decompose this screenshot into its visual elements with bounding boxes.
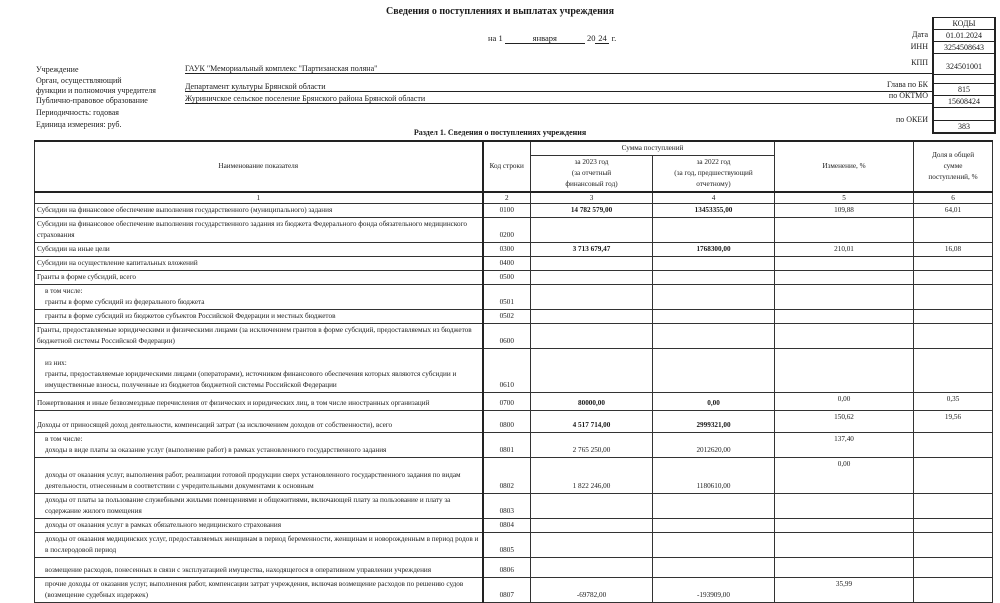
row-name-text: прочие доходы от оказания услуг, выполнения работ, компенсации затрат учреждения, включая возмещение расходов по решению судов (возмещение судебных издержек) bbox=[45, 580, 464, 599]
row-current-year bbox=[531, 218, 653, 243]
table-row bbox=[35, 310, 993, 324]
institution-label: Учреждение bbox=[36, 65, 79, 74]
row-name bbox=[35, 285, 483, 310]
header-current-line-3: финансовый год) bbox=[565, 180, 618, 188]
table-row bbox=[35, 243, 993, 257]
row-current-year bbox=[531, 257, 653, 271]
row-change: 109,88 bbox=[775, 204, 914, 218]
founder-label-line-2: функции и полномочия учредителя bbox=[36, 86, 156, 95]
row-name bbox=[35, 271, 483, 285]
row-change: 0,00 bbox=[775, 393, 914, 411]
row-share: 0,35 bbox=[914, 393, 993, 411]
row-name bbox=[35, 310, 483, 324]
row-share: 19,56 bbox=[914, 411, 993, 433]
table-row bbox=[35, 285, 993, 310]
row-share bbox=[914, 519, 993, 533]
row-change bbox=[775, 519, 914, 533]
row-share bbox=[914, 310, 993, 324]
row-current-year bbox=[531, 519, 653, 533]
row-current-year: 2 765 250,00 bbox=[531, 433, 653, 458]
okei-label: по ОКЕИ bbox=[895, 115, 928, 124]
header-previous-line-1: за 2022 год bbox=[696, 158, 731, 166]
table-row bbox=[35, 271, 993, 285]
row-share bbox=[914, 458, 993, 494]
date-prefix: на 1 bbox=[488, 33, 503, 43]
header-current-line-2: (за отчетный bbox=[571, 169, 612, 177]
row-share bbox=[914, 494, 993, 519]
header-current-line-1: за 2023 год bbox=[574, 158, 609, 166]
founder-label bbox=[36, 76, 156, 96]
row-code: 0804 bbox=[483, 519, 531, 533]
row-current-year bbox=[531, 533, 653, 558]
row-change: 0,00 bbox=[775, 458, 914, 494]
row-name-text: доходы в виде платы за оказание услуг (выполнение работ) в рамках установленного государственного задания bbox=[45, 446, 387, 454]
row-current-year: 3 713 679,47 bbox=[531, 243, 653, 257]
codes-spacer-2 bbox=[934, 108, 994, 121]
row-name bbox=[35, 578, 483, 603]
row-code: 0610 bbox=[483, 349, 531, 393]
row-previous-year: 13453355,00 bbox=[653, 204, 775, 218]
row-current-year bbox=[531, 349, 653, 393]
row-change: 137,40 bbox=[775, 433, 914, 458]
row-current-year: 80000,00 bbox=[531, 393, 653, 411]
row-name-text: Гранты в форме субсидий, всего bbox=[37, 273, 136, 281]
row-share bbox=[914, 533, 993, 558]
row-change bbox=[775, 285, 914, 310]
row-name bbox=[35, 433, 483, 458]
row-code: 0802 bbox=[483, 458, 531, 494]
column-number-3: 3 bbox=[531, 192, 653, 204]
header-name: Наименование показателя bbox=[35, 141, 483, 192]
row-name-text: Субсидии на осуществление капитальных вложений bbox=[37, 259, 198, 267]
row-share bbox=[914, 324, 993, 349]
row-name bbox=[35, 519, 483, 533]
row-share bbox=[914, 578, 993, 603]
public-entity-label: Публично-правовое образование bbox=[36, 96, 148, 105]
glava-label: Глава по БК bbox=[887, 80, 928, 89]
row-name-prefix: в том числе: bbox=[45, 287, 83, 295]
header-current-year bbox=[531, 156, 653, 193]
header-previous-year bbox=[653, 156, 775, 193]
row-previous-year bbox=[653, 271, 775, 285]
row-previous-year bbox=[653, 533, 775, 558]
row-change: 150,62 bbox=[775, 411, 914, 433]
row-change bbox=[775, 271, 914, 285]
row-share bbox=[914, 218, 993, 243]
column-number-row bbox=[35, 192, 993, 204]
row-current-year bbox=[531, 324, 653, 349]
row-current-year bbox=[531, 558, 653, 578]
table-row bbox=[35, 349, 993, 393]
row-share bbox=[914, 285, 993, 310]
row-code: 0800 bbox=[483, 411, 531, 433]
table-row bbox=[35, 533, 993, 558]
public-entity-value: Журиничское сельское поселение Брянского района Брянской области bbox=[185, 94, 932, 104]
row-current-year bbox=[531, 285, 653, 310]
table-row bbox=[35, 558, 993, 578]
header-share-line-2: сумме bbox=[943, 162, 963, 170]
kpp-code: 324501001 bbox=[934, 54, 994, 75]
header-sum-group: Сумма поступлений bbox=[531, 141, 775, 156]
date-year: 24 bbox=[595, 33, 609, 44]
row-share bbox=[914, 257, 993, 271]
row-change bbox=[775, 494, 914, 519]
inn-label: ИНН bbox=[910, 42, 928, 51]
row-previous-year bbox=[653, 324, 775, 349]
row-current-year: 14 782 579,00 bbox=[531, 204, 653, 218]
report-date bbox=[488, 33, 616, 44]
row-name bbox=[35, 533, 483, 558]
row-name-text: Субсидии на финансовое обеспечение выполнения государственного (муниципального) задания bbox=[37, 206, 333, 214]
row-previous-year: -193909,00 bbox=[653, 578, 775, 603]
codes-spacer bbox=[934, 75, 994, 84]
row-code: 0100 bbox=[483, 204, 531, 218]
row-previous-year bbox=[653, 349, 775, 393]
row-name bbox=[35, 218, 483, 243]
section-title: Раздел 1. Сведения о поступлениях учреждения bbox=[413, 128, 587, 137]
header-previous-line-3: отчетному) bbox=[696, 180, 731, 188]
periodicity: Периодичность: годовая bbox=[36, 108, 119, 117]
row-code: 0502 bbox=[483, 310, 531, 324]
table-body bbox=[35, 204, 993, 603]
row-code: 0600 bbox=[483, 324, 531, 349]
row-share: 16,08 bbox=[914, 243, 993, 257]
header-share-line-3: поступлений, % bbox=[928, 173, 978, 181]
institution-value: ГАУК "Мемориальный комплекс "Партизанская поляна" bbox=[185, 64, 932, 74]
row-change bbox=[775, 218, 914, 243]
row-share: 64,01 bbox=[914, 204, 993, 218]
table-row bbox=[35, 204, 993, 218]
header-code: Код строки bbox=[483, 141, 531, 192]
row-name-text: Субсидии на финансовое обеспечение выполнения государственного задания из бюджета Федерального фонда обязательного медицинского страхования bbox=[37, 220, 467, 239]
row-name bbox=[35, 257, 483, 271]
codes-box bbox=[932, 17, 996, 134]
row-previous-year bbox=[653, 558, 775, 578]
row-code: 0806 bbox=[483, 558, 531, 578]
inn-code: 3254508643 bbox=[934, 42, 994, 54]
row-share bbox=[914, 558, 993, 578]
row-name-text: гранты в форме субсидий из бюджетов субъектов Российской Федерации и местных бюджетов bbox=[45, 312, 336, 320]
row-previous-year: 1180610,00 bbox=[653, 458, 775, 494]
row-previous-year bbox=[653, 310, 775, 324]
row-previous-year: 1768300,00 bbox=[653, 243, 775, 257]
table-row bbox=[35, 433, 993, 458]
row-code: 0700 bbox=[483, 393, 531, 411]
document-title: Сведения о поступлениях и выплатах учреждения bbox=[385, 6, 615, 17]
column-number-5: 5 bbox=[775, 192, 914, 204]
column-number-6: 6 bbox=[914, 192, 993, 204]
row-change bbox=[775, 310, 914, 324]
table-row bbox=[35, 218, 993, 243]
row-previous-year: 2999321,00 bbox=[653, 411, 775, 433]
header-share bbox=[914, 141, 993, 192]
date-label: Дата bbox=[912, 30, 928, 39]
row-change bbox=[775, 324, 914, 349]
row-name bbox=[35, 204, 483, 218]
date-year-prefix: 20 bbox=[586, 33, 596, 43]
row-name bbox=[35, 458, 483, 494]
oktmo-label: по ОКТМО bbox=[888, 91, 928, 100]
row-previous-year bbox=[653, 285, 775, 310]
row-code: 0400 bbox=[483, 257, 531, 271]
row-name-text: гранты в форме субсидий из федерального бюджета bbox=[45, 298, 205, 306]
date-month: января bbox=[505, 33, 585, 44]
row-name-text: доходы от оказания медицинских услуг, предоставляемых женщинам в период беременности, женщинам и новорожденным в период родов и в послеродовой период bbox=[45, 535, 479, 554]
row-current-year: -69782,00 bbox=[531, 578, 653, 603]
row-previous-year bbox=[653, 218, 775, 243]
row-change bbox=[775, 349, 914, 393]
row-current-year: 1 822 246,00 bbox=[531, 458, 653, 494]
row-share bbox=[914, 349, 993, 393]
row-name-text: Пожертвования и иные безвозмездные перечисления от физических и юридических лиц, в том числе иностранных организаций bbox=[37, 399, 430, 407]
row-name-text: доходы от платы за пользование служебными жилыми помещениями и общежитиями, включающей плату за пользование и плату за содержание жилого помещения bbox=[45, 496, 451, 515]
row-code: 0500 bbox=[483, 271, 531, 285]
row-change: 210,01 bbox=[775, 243, 914, 257]
row-code: 0801 bbox=[483, 433, 531, 458]
row-previous-year bbox=[653, 519, 775, 533]
table-row bbox=[35, 324, 993, 349]
row-name bbox=[35, 393, 483, 411]
unit-of-measure: Единица измерения: руб. bbox=[36, 120, 122, 129]
row-name bbox=[35, 411, 483, 433]
row-previous-year: 2012620,00 bbox=[653, 433, 775, 458]
row-change bbox=[775, 533, 914, 558]
row-previous-year bbox=[653, 257, 775, 271]
row-name bbox=[35, 349, 483, 393]
founder-value: Департамент культуры Брянской области bbox=[185, 82, 932, 92]
okei-code: 383 bbox=[934, 121, 994, 134]
row-previous-year: 0,00 bbox=[653, 393, 775, 411]
row-share bbox=[914, 433, 993, 458]
row-name-text: Доходы от приносящей доход деятельности, компенсаций затрат (за исключением доходов от собственности), всего bbox=[37, 421, 393, 429]
row-code: 0300 bbox=[483, 243, 531, 257]
table-row bbox=[35, 411, 993, 433]
column-number-4: 4 bbox=[653, 192, 775, 204]
row-name bbox=[35, 494, 483, 519]
row-name-prefix: из них: bbox=[45, 359, 67, 367]
row-change bbox=[775, 558, 914, 578]
date-code: 01.01.2024 bbox=[934, 30, 994, 42]
row-current-year bbox=[531, 310, 653, 324]
row-code: 0501 bbox=[483, 285, 531, 310]
row-name bbox=[35, 324, 483, 349]
row-name-text: доходы от оказания услуг, выполнения работ, реализации готовой продукции сверх установленного государственного задания по видам деятельности, отнесенным в соответствии с учредительными документами к основным bbox=[45, 471, 461, 490]
founder-label-line-1: Орган, осуществляющий bbox=[36, 76, 122, 85]
kpp-label: КПП bbox=[911, 58, 928, 67]
date-suffix: г. bbox=[611, 33, 617, 43]
receipts-table bbox=[34, 140, 993, 603]
row-name-prefix: в том числе: bbox=[45, 435, 83, 443]
row-change: 35,99 bbox=[775, 578, 914, 603]
row-name bbox=[35, 243, 483, 257]
row-current-year bbox=[531, 271, 653, 285]
codes-header: КОДЫ bbox=[934, 17, 994, 30]
header-share-line-1: Доля в общей bbox=[931, 151, 975, 159]
row-current-year bbox=[531, 494, 653, 519]
row-current-year: 4 517 714,00 bbox=[531, 411, 653, 433]
oktmo-code: 15608424 bbox=[934, 96, 994, 108]
header-change: Изменение, % bbox=[775, 141, 914, 192]
row-share bbox=[914, 271, 993, 285]
row-code: 0803 bbox=[483, 494, 531, 519]
table-row bbox=[35, 393, 993, 411]
row-code: 0807 bbox=[483, 578, 531, 603]
row-name-text: гранты, предоставляемые юридическими лицами (операторами), источником финансового обеспечения которых являются субсидии и имущественные взносы, полученные из бюджетов бюджетной системы Российской Федерации bbox=[45, 370, 457, 389]
row-change bbox=[775, 257, 914, 271]
row-name-text: доходы от оказания услуг в рамках обязательного медицинского страхования bbox=[45, 521, 282, 529]
row-name-text: возмещение расходов, понесенных в связи с эксплуатацией имущества, находящегося в оперативном управлении учреждения bbox=[45, 566, 432, 574]
column-number-1: 1 bbox=[35, 192, 483, 204]
glava-code: 815 bbox=[934, 84, 994, 96]
table-row bbox=[35, 257, 993, 271]
column-number-2: 2 bbox=[483, 192, 531, 204]
row-code: 0200 bbox=[483, 218, 531, 243]
row-code: 0805 bbox=[483, 533, 531, 558]
table-row bbox=[35, 578, 993, 603]
row-name-text: Субсидии на иные цели bbox=[37, 245, 110, 253]
row-name-text: Гранты, предоставляемые юридическими и физическими лицами (за исключением грантов в форме субсидий, предоставляемых из бюджетов бюджетной системы Российской Федерации) bbox=[37, 326, 472, 345]
table-row bbox=[35, 458, 993, 494]
table-row bbox=[35, 519, 993, 533]
table-row bbox=[35, 494, 993, 519]
row-previous-year bbox=[653, 494, 775, 519]
row-name bbox=[35, 558, 483, 578]
header-previous-line-2: (за год, предшествующий bbox=[674, 169, 753, 177]
